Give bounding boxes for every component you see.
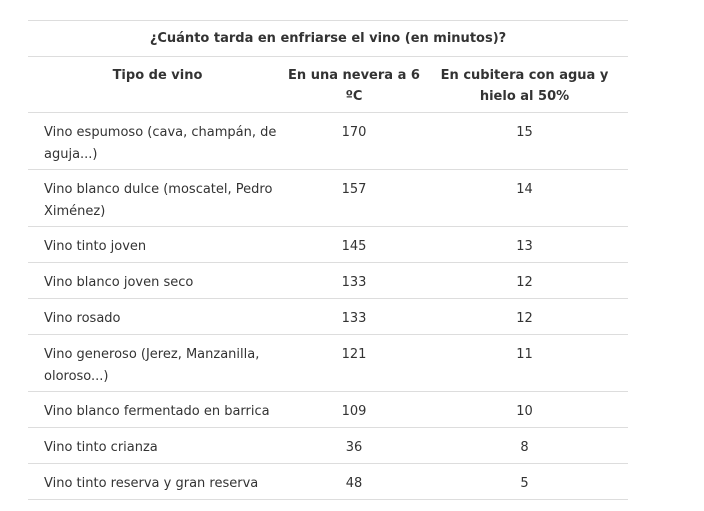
bucket-minutes-cell: 14 [421, 170, 628, 227]
table-row [28, 263, 628, 299]
bucket-minutes-cell: 5 [421, 464, 628, 500]
fridge-minutes-cell: 109 [287, 392, 421, 428]
table-row [28, 113, 628, 170]
fridge-minutes-cell: 133 [287, 299, 421, 335]
bucket-minutes-cell: 12 [421, 299, 628, 335]
bucket-minutes-cell: 13 [421, 227, 628, 263]
wine-type-cell: Vino tinto reserva y gran reserva [28, 464, 287, 500]
table-row [28, 335, 628, 392]
fridge-minutes-cell: 133 [287, 263, 421, 299]
table-caption: ¿Cuánto tarda en enfriarse el vino (en minutos)? [28, 21, 628, 57]
table-caption-row [28, 21, 628, 57]
bucket-minutes-cell: 15 [421, 113, 628, 170]
fridge-minutes-cell: 170 [287, 113, 421, 170]
header-wine-type: Tipo de vino [28, 57, 287, 113]
wine-type-cell: Vino generoso (Jerez, Manzanilla, oloroso...) [28, 335, 287, 392]
bucket-minutes-cell: 11 [421, 335, 628, 392]
bucket-minutes-cell: 8 [421, 428, 628, 464]
wine-type-cell: Vino blanco fermentado en barrica [28, 392, 287, 428]
wine-type-cell: Vino tinto joven [28, 227, 287, 263]
wine-type-cell: Vino espumoso (cava, champán, de aguja...) [28, 113, 287, 170]
fridge-minutes-cell: 157 [287, 170, 421, 227]
table-row [28, 464, 628, 500]
table-row [28, 299, 628, 335]
bucket-minutes-cell: 12 [421, 263, 628, 299]
wine-cooling-table [28, 20, 628, 500]
table-header-row [28, 57, 628, 113]
bucket-minutes-cell: 10 [421, 392, 628, 428]
table-row [28, 392, 628, 428]
header-fridge: En una nevera a 6 ºC [287, 57, 421, 113]
table-row [28, 227, 628, 263]
wine-type-cell: Vino rosado [28, 299, 287, 335]
wine-type-cell: Vino tinto crianza [28, 428, 287, 464]
table-row [28, 428, 628, 464]
fridge-minutes-cell: 121 [287, 335, 421, 392]
wine-type-cell: Vino blanco dulce (moscatel, Pedro Ximénez) [28, 170, 287, 227]
fridge-minutes-cell: 36 [287, 428, 421, 464]
wine-type-cell: Vino blanco joven seco [28, 263, 287, 299]
table-row [28, 170, 628, 227]
fridge-minutes-cell: 145 [287, 227, 421, 263]
header-ice-bucket: En cubitera con agua y hielo al 50% [421, 57, 628, 113]
fridge-minutes-cell: 48 [287, 464, 421, 500]
